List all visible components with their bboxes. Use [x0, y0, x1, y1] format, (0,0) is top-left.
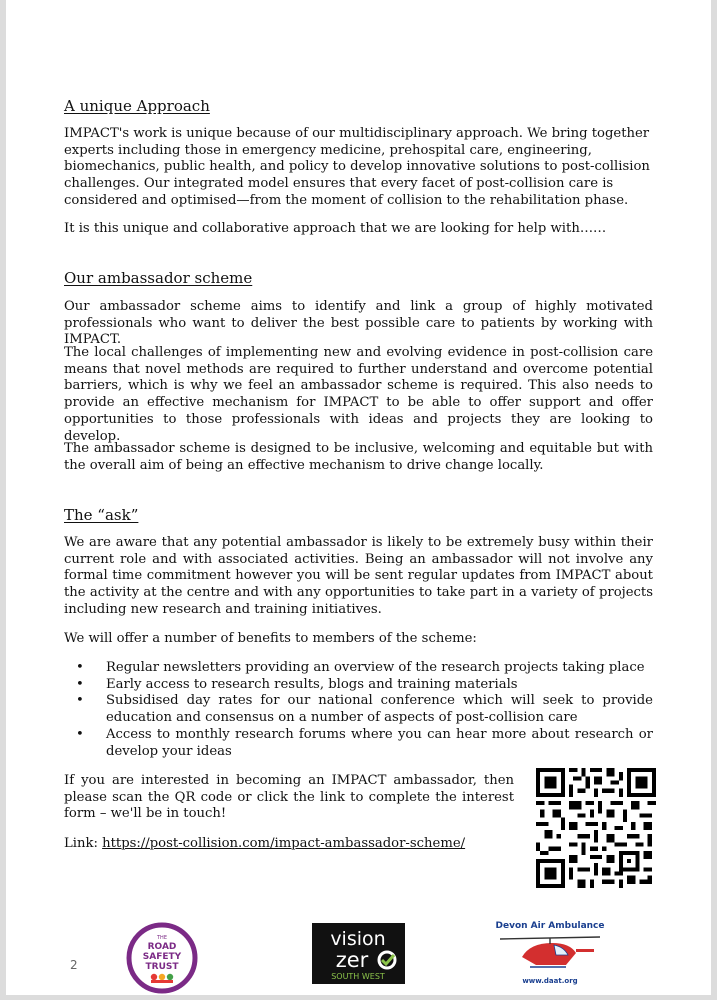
- section-unique-approach: [64, 96, 653, 116]
- rst-logo-the: THE: [157, 935, 167, 941]
- paragraph: The ambassador scheme is designed to be inclusive, welcoming and equitable but with the overall aim of being an effective mechanism to drive change locally.: [64, 441, 653, 473]
- daa-logo-title: Devon Air Ambulance: [495, 921, 605, 931]
- link-label: Link:: [64, 836, 103, 851]
- devon-air-ambulance-logo: [492, 917, 608, 989]
- unique-approach-body: [64, 126, 653, 210]
- road-safety-trust-logo: [126, 922, 198, 994]
- heading-unique-approach: A unique Approach: [64, 97, 210, 115]
- list-item: • Access to monthly research forums where you can hear more about research or develop your ideas: [64, 727, 653, 760]
- rst-logo-safety: SAFETY: [142, 952, 182, 962]
- page-number: 2: [70, 958, 78, 972]
- vz-logo-vision: vision: [330, 928, 386, 950]
- rst-logo-trust: TRUST: [145, 962, 179, 972]
- section-the-ask: [64, 505, 653, 525]
- vz-logo-zero: zer: [335, 948, 369, 972]
- paragraph: We will offer a number of benefits to members of the scheme:: [64, 631, 477, 646]
- rst-logo-road: ROAD: [147, 942, 177, 952]
- link-wrap: [64, 836, 514, 853]
- paragraph: The local challenges of implementing new and evolving evidence in post-collision care means that novel methods are required to further understand and overcome potential barriers, which is why we feel an ambassador scheme is required. This also needs to provide an effective mechanism for IMPACT to be able to offer support and offer opportunities to those professionals with ideas and projects they are looking to develop.: [64, 345, 653, 444]
- paragraph: Our ambassador scheme aims to identify and link a group of highly motivated professionals who want to deliver the best possible care to patients by working with IMPACT.: [64, 299, 653, 348]
- vz-logo-south-west: SOUTH WEST: [331, 972, 385, 981]
- document-page: [6, 0, 711, 995]
- list-item: • Subsidised day rates for our national conference which will seek to provide education and consensus on a number of aspects of post-collision care: [64, 693, 653, 726]
- cta-wrap: [64, 773, 514, 823]
- ambassador-scheme-link[interactable]: https://post-collision.com/impact-ambassador-scheme/: [102, 836, 466, 851]
- list-item: • Early access to research results, blogs and training materials: [64, 677, 653, 694]
- list-item: • Regular newsletters providing an overview of the research projects taking place: [64, 660, 653, 677]
- daa-logo-url: www.daat.org: [522, 977, 578, 985]
- cta-paragraph: If you are interested in becoming an IMPACT ambassador, then please scan the QR code or click the link to complete the interest form – we'll be in touch!: [64, 773, 514, 822]
- paragraph: It is this unique and collaborative approach that we are looking for help with……: [64, 221, 607, 236]
- paragraph: IMPACT's work is unique because of our multidisciplinary approach. We bring together experts including those in emergency medicine, prehospital care, engineering, biomechanics, public health, and policy to develop innovative solutions to post-collision challenges. Our integrated model ensures that every facet of post-collision care is considered and optimised—from the moment of collision to the rehabilitation phase.: [64, 126, 650, 208]
- ask-para1: [64, 535, 653, 619]
- ambassador-para2: [64, 345, 653, 445]
- ask-para2: [64, 631, 653, 648]
- ambassador-para3: [64, 441, 653, 474]
- vision-zero-logo: [312, 923, 405, 984]
- section-ambassador-scheme: [64, 268, 653, 288]
- link-line: [64, 836, 514, 853]
- benefits-list-wrap: [64, 660, 653, 760]
- heading-the-ask: The “ask”: [64, 506, 139, 524]
- unique-approach-closing: [64, 221, 653, 238]
- benefits-list: [64, 660, 653, 760]
- ambassador-para1: [64, 299, 653, 349]
- paragraph: We are aware that any potential ambassador is likely to be extremely busy within their current role and with associated activities. Being an ambassador will not involve any formal time commitment however you will be sent regular updates from IMPACT about the activity at the centre and with any opportunities to take part in a variety of projects including new research and training initiatives.: [64, 535, 653, 617]
- qr-code-image: [536, 768, 656, 888]
- heading-ambassador-scheme: Our ambassador scheme: [64, 269, 253, 287]
